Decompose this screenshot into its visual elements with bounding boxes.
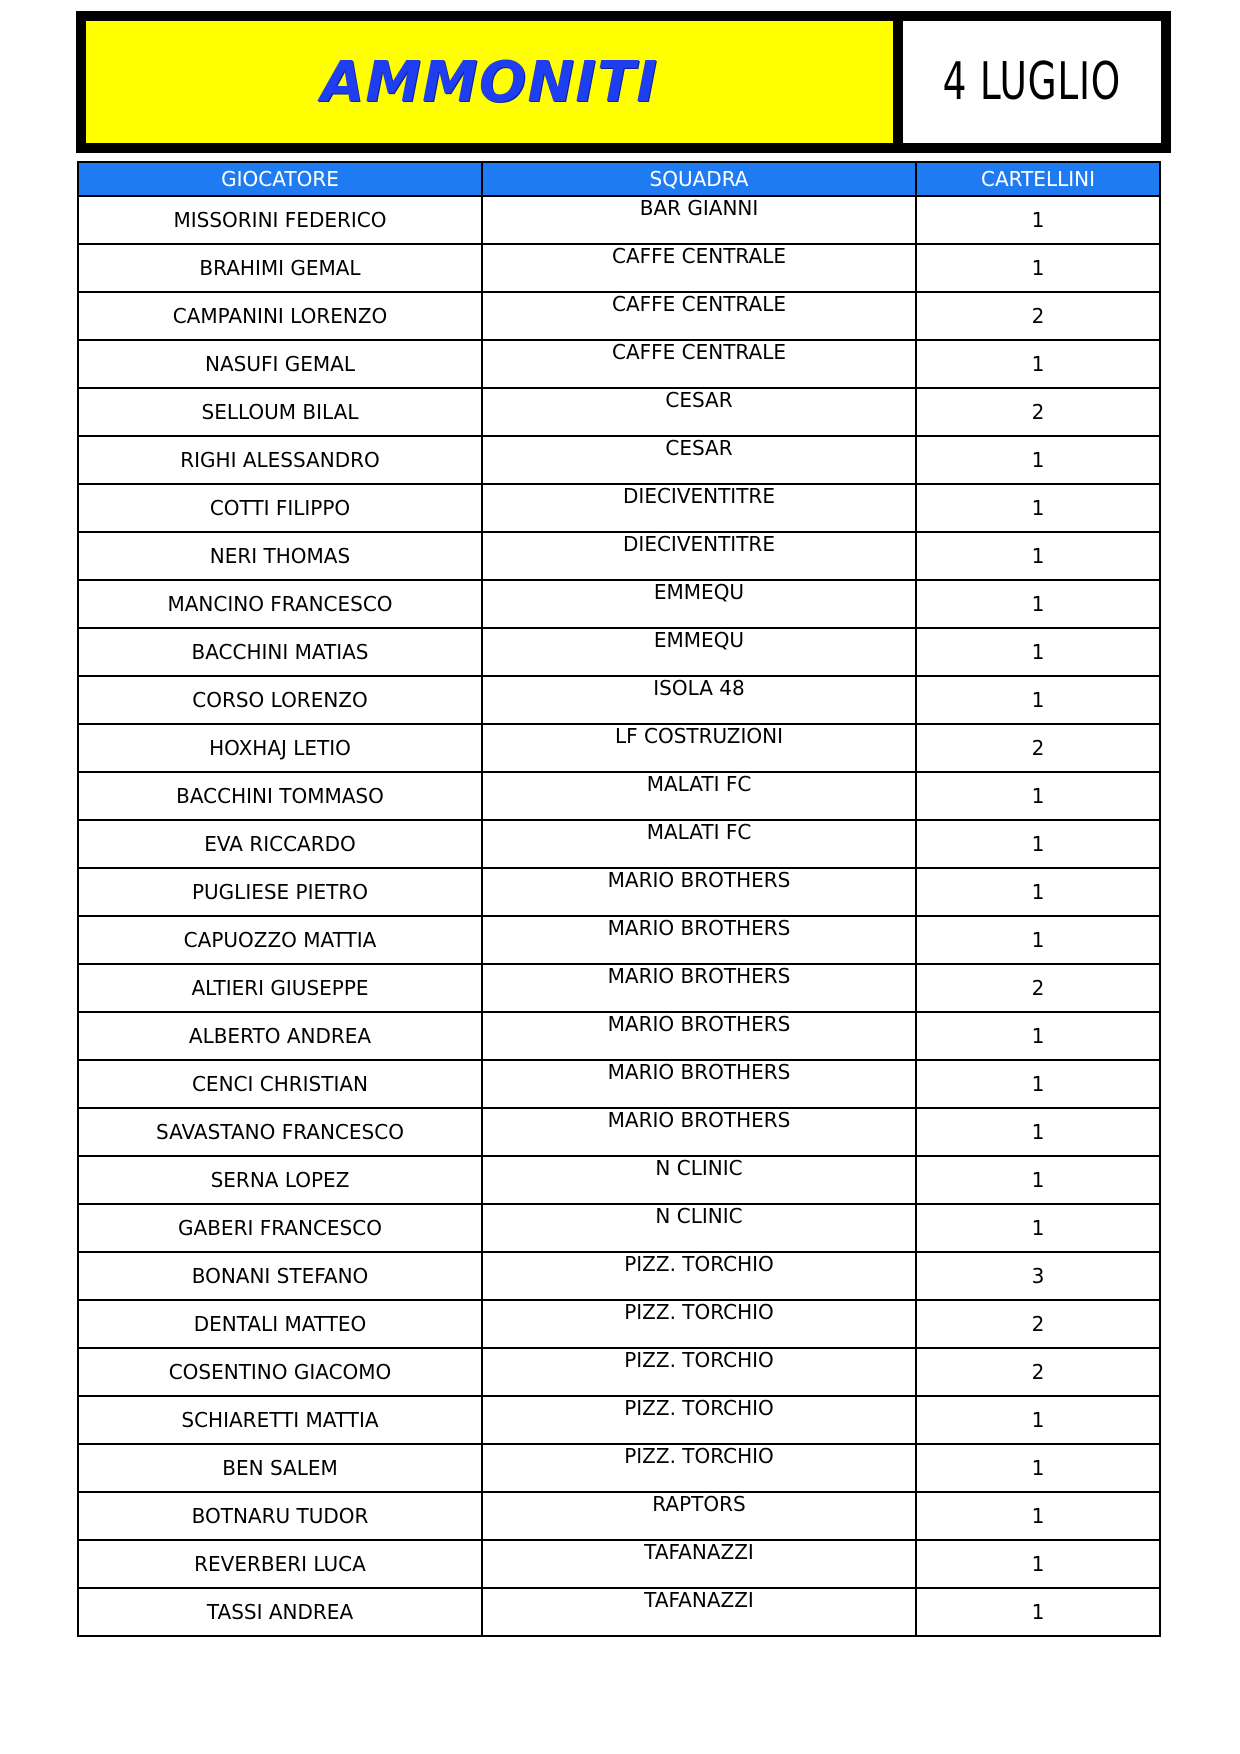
cards-count-cell: 1 (916, 628, 1160, 676)
cards-count-cell: 1 (916, 916, 1160, 964)
team-cell: PIZZ. TORCHIO (482, 1444, 916, 1492)
cards-count-cell: 1 (916, 1156, 1160, 1204)
table-row (78, 532, 1160, 580)
team-cell: MARIO BROTHERS (482, 1060, 916, 1108)
table-row (78, 1060, 1160, 1108)
team-cell: TAFANAZZI (482, 1540, 916, 1588)
header-banner (76, 11, 1171, 153)
team-cell: LF COSTRUZIONI (482, 724, 916, 772)
cards-count-cell: 1 (916, 532, 1160, 580)
player-cell: EVA RICCARDO (78, 820, 482, 868)
cards-count-cell: 1 (916, 436, 1160, 484)
player-cell: CAMPANINI LORENZO (78, 292, 482, 340)
table-row (78, 1204, 1160, 1252)
table-row (78, 628, 1160, 676)
cards-count-cell: 3 (916, 1252, 1160, 1300)
team-cell: CAFFE CENTRALE (482, 292, 916, 340)
cards-count-cell: 2 (916, 964, 1160, 1012)
column-header-cards: CARTELLINI (916, 162, 1160, 196)
cards-count-cell: 2 (916, 388, 1160, 436)
player-cell: CENCI CHRISTIAN (78, 1060, 482, 1108)
player-cell: BEN SALEM (78, 1444, 482, 1492)
column-header-player: GIOCATORE (78, 162, 482, 196)
cards-count-cell: 1 (916, 580, 1160, 628)
bookings-table (77, 161, 1161, 1637)
table-row (78, 1012, 1160, 1060)
table-row (78, 340, 1160, 388)
player-cell: RIGHI ALESSANDRO (78, 436, 482, 484)
column-header-team: SQUADRA (482, 162, 916, 196)
team-cell: PIZZ. TORCHIO (482, 1252, 916, 1300)
team-cell: PIZZ. TORCHIO (482, 1396, 916, 1444)
table-row (78, 1396, 1160, 1444)
player-cell: BACCHINI MATIAS (78, 628, 482, 676)
team-cell: MALATI FC (482, 820, 916, 868)
player-cell: BOTNARU TUDOR (78, 1492, 482, 1540)
team-cell: TAFANAZZI (482, 1588, 916, 1636)
table-header-row (78, 162, 1160, 196)
table-row (78, 1108, 1160, 1156)
team-cell: EMMEQU (482, 580, 916, 628)
page-title: AMMONITI (320, 49, 659, 115)
player-cell: DENTALI MATTEO (78, 1300, 482, 1348)
table-row (78, 436, 1160, 484)
table-row (78, 1300, 1160, 1348)
team-cell: N CLINIC (482, 1204, 916, 1252)
player-cell: MISSORINI FEDERICO (78, 196, 482, 244)
player-cell: BACCHINI TOMMASO (78, 772, 482, 820)
table-row (78, 292, 1160, 340)
player-cell: HOXHAJ LETIO (78, 724, 482, 772)
player-cell: CAPUOZZO MATTIA (78, 916, 482, 964)
team-cell: EMMEQU (482, 628, 916, 676)
team-cell: MARIO BROTHERS (482, 1108, 916, 1156)
cards-count-cell: 1 (916, 1060, 1160, 1108)
date-box (903, 21, 1161, 143)
team-cell: CESAR (482, 388, 916, 436)
team-cell: MARIO BROTHERS (482, 916, 916, 964)
team-cell: N CLINIC (482, 1156, 916, 1204)
player-cell: NASUFI GEMAL (78, 340, 482, 388)
table-row (78, 388, 1160, 436)
table-row (78, 916, 1160, 964)
cards-count-cell: 1 (916, 1588, 1160, 1636)
team-cell: PIZZ. TORCHIO (482, 1348, 916, 1396)
team-cell: CAFFE CENTRALE (482, 340, 916, 388)
team-cell: CAFFE CENTRALE (482, 244, 916, 292)
team-cell: CESAR (482, 436, 916, 484)
team-cell: PIZZ. TORCHIO (482, 1300, 916, 1348)
date-label: 4 LUGLIO (942, 52, 1122, 112)
table-row (78, 820, 1160, 868)
cards-count-cell: 1 (916, 1012, 1160, 1060)
team-cell: RAPTORS (482, 1492, 916, 1540)
player-cell: ALBERTO ANDREA (78, 1012, 482, 1060)
cards-count-cell: 2 (916, 1300, 1160, 1348)
cards-count-cell: 2 (916, 1348, 1160, 1396)
player-cell: COSENTINO GIACOMO (78, 1348, 482, 1396)
cards-count-cell: 1 (916, 868, 1160, 916)
cards-count-cell: 1 (916, 1396, 1160, 1444)
table-body (78, 196, 1160, 1636)
player-cell: CORSO LORENZO (78, 676, 482, 724)
player-cell: PUGLIESE PIETRO (78, 868, 482, 916)
team-cell: BAR GIANNI (482, 196, 916, 244)
team-cell: MARIO BROTHERS (482, 1012, 916, 1060)
table-row (78, 772, 1160, 820)
cards-count-cell: 1 (916, 1540, 1160, 1588)
player-cell: SERNA LOPEZ (78, 1156, 482, 1204)
table-row (78, 244, 1160, 292)
player-cell: SAVASTANO FRANCESCO (78, 1108, 482, 1156)
table-row (78, 868, 1160, 916)
player-cell: NERI THOMAS (78, 532, 482, 580)
team-cell: MALATI FC (482, 772, 916, 820)
player-cell: TASSI ANDREA (78, 1588, 482, 1636)
player-cell: MANCINO FRANCESCO (78, 580, 482, 628)
cards-count-cell: 1 (916, 820, 1160, 868)
table-row (78, 676, 1160, 724)
table-row (78, 1156, 1160, 1204)
team-cell: MARIO BROTHERS (482, 964, 916, 1012)
cards-count-cell: 2 (916, 724, 1160, 772)
table-row (78, 724, 1160, 772)
player-cell: BONANI STEFANO (78, 1252, 482, 1300)
team-cell: MARIO BROTHERS (482, 868, 916, 916)
player-cell: COTTI FILIPPO (78, 484, 482, 532)
player-cell: GABERI FRANCESCO (78, 1204, 482, 1252)
team-cell: DIECIVENTITRE (482, 484, 916, 532)
table-row (78, 196, 1160, 244)
cards-count-cell: 1 (916, 244, 1160, 292)
cards-count-cell: 1 (916, 1492, 1160, 1540)
table-row (78, 1348, 1160, 1396)
table-row (78, 580, 1160, 628)
cards-count-cell: 1 (916, 1204, 1160, 1252)
team-cell: ISOLA 48 (482, 676, 916, 724)
title-box (86, 21, 893, 143)
table-row (78, 1492, 1160, 1540)
table-row (78, 1540, 1160, 1588)
team-cell: DIECIVENTITRE (482, 532, 916, 580)
player-cell: ALTIERI GIUSEPPE (78, 964, 482, 1012)
cards-count-cell: 1 (916, 1108, 1160, 1156)
cards-count-cell: 1 (916, 772, 1160, 820)
player-cell: SELLOUM BILAL (78, 388, 482, 436)
player-cell: REVERBERI LUCA (78, 1540, 482, 1588)
player-cell: BRAHIMI GEMAL (78, 244, 482, 292)
table-row (78, 1252, 1160, 1300)
cards-count-cell: 1 (916, 340, 1160, 388)
table-row (78, 484, 1160, 532)
cards-count-cell: 1 (916, 676, 1160, 724)
cards-count-cell: 2 (916, 292, 1160, 340)
cards-count-cell: 1 (916, 196, 1160, 244)
table-row (78, 1588, 1160, 1636)
cards-count-cell: 1 (916, 484, 1160, 532)
cards-count-cell: 1 (916, 1444, 1160, 1492)
player-cell: SCHIARETTI MATTIA (78, 1396, 482, 1444)
table-row (78, 1444, 1160, 1492)
table-row (78, 964, 1160, 1012)
